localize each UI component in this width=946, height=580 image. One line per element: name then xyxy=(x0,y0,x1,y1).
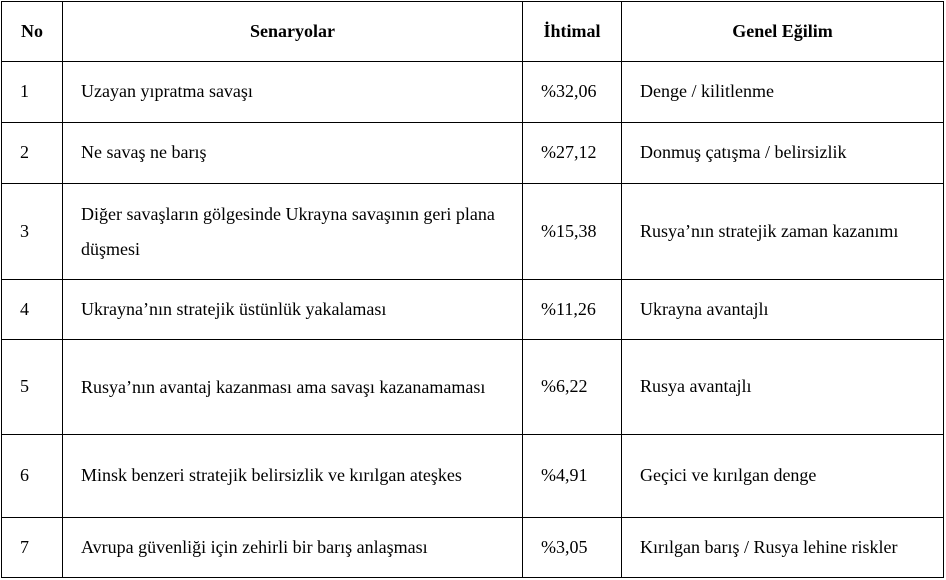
row-scenario: Rusya’nın avantaj kazanması ama savaşı kazanamaması xyxy=(63,340,523,435)
scenarios-table xyxy=(1,1,944,578)
row-no: 2 xyxy=(2,123,63,184)
header-trend: Genel Eğilim xyxy=(622,2,944,62)
row-scenario: Minsk benzeri stratejik belirsizlik ve kırılgan ateşkes xyxy=(63,435,523,518)
row-scenario: Ukrayna’nın stratejik üstünlük yakalaması xyxy=(63,280,523,340)
table-row xyxy=(2,184,944,280)
row-trend: Geçici ve kırılgan denge xyxy=(622,435,944,518)
table-row xyxy=(2,123,944,184)
row-trend: Rusya avantajlı xyxy=(622,340,944,435)
header-no: No xyxy=(2,2,63,62)
row-probability: %4,91 xyxy=(523,435,622,518)
row-scenario: Ne savaş ne barış xyxy=(63,123,523,184)
row-scenario: Uzayan yıpratma savaşı xyxy=(63,62,523,123)
table-header-row xyxy=(2,2,944,62)
row-probability: %32,06 xyxy=(523,62,622,123)
row-no: 6 xyxy=(2,435,63,518)
table-row xyxy=(2,518,944,578)
row-probability: %6,22 xyxy=(523,340,622,435)
row-scenario: Avrupa güvenliği için zehirli bir barış anlaşması xyxy=(63,518,523,578)
row-probability: %15,38 xyxy=(523,184,622,280)
header-scenario: Senaryolar xyxy=(63,2,523,62)
row-trend: Denge / kilitlenme xyxy=(622,62,944,123)
row-no: 7 xyxy=(2,518,63,578)
row-probability: %27,12 xyxy=(523,123,622,184)
table-row xyxy=(2,340,944,435)
row-probability: %11,26 xyxy=(523,280,622,340)
row-probability: %3,05 xyxy=(523,518,622,578)
row-no: 3 xyxy=(2,184,63,280)
table-row xyxy=(2,280,944,340)
row-no: 4 xyxy=(2,280,63,340)
row-trend: Donmuş çatışma / belirsizlik xyxy=(622,123,944,184)
row-trend: Rusya’nın stratejik zaman kazanımı xyxy=(622,184,944,280)
row-no: 5 xyxy=(2,340,63,435)
header-probability: İhtimal xyxy=(523,2,622,62)
row-trend: Ukrayna avantajlı xyxy=(622,280,944,340)
table-row xyxy=(2,435,944,518)
row-no: 1 xyxy=(2,62,63,123)
row-scenario: Diğer savaşların gölgesinde Ukrayna savaşının geri plana düşmesi xyxy=(63,184,523,280)
row-trend: Kırılgan barış / Rusya lehine riskler xyxy=(622,518,944,578)
table-row xyxy=(2,62,944,123)
